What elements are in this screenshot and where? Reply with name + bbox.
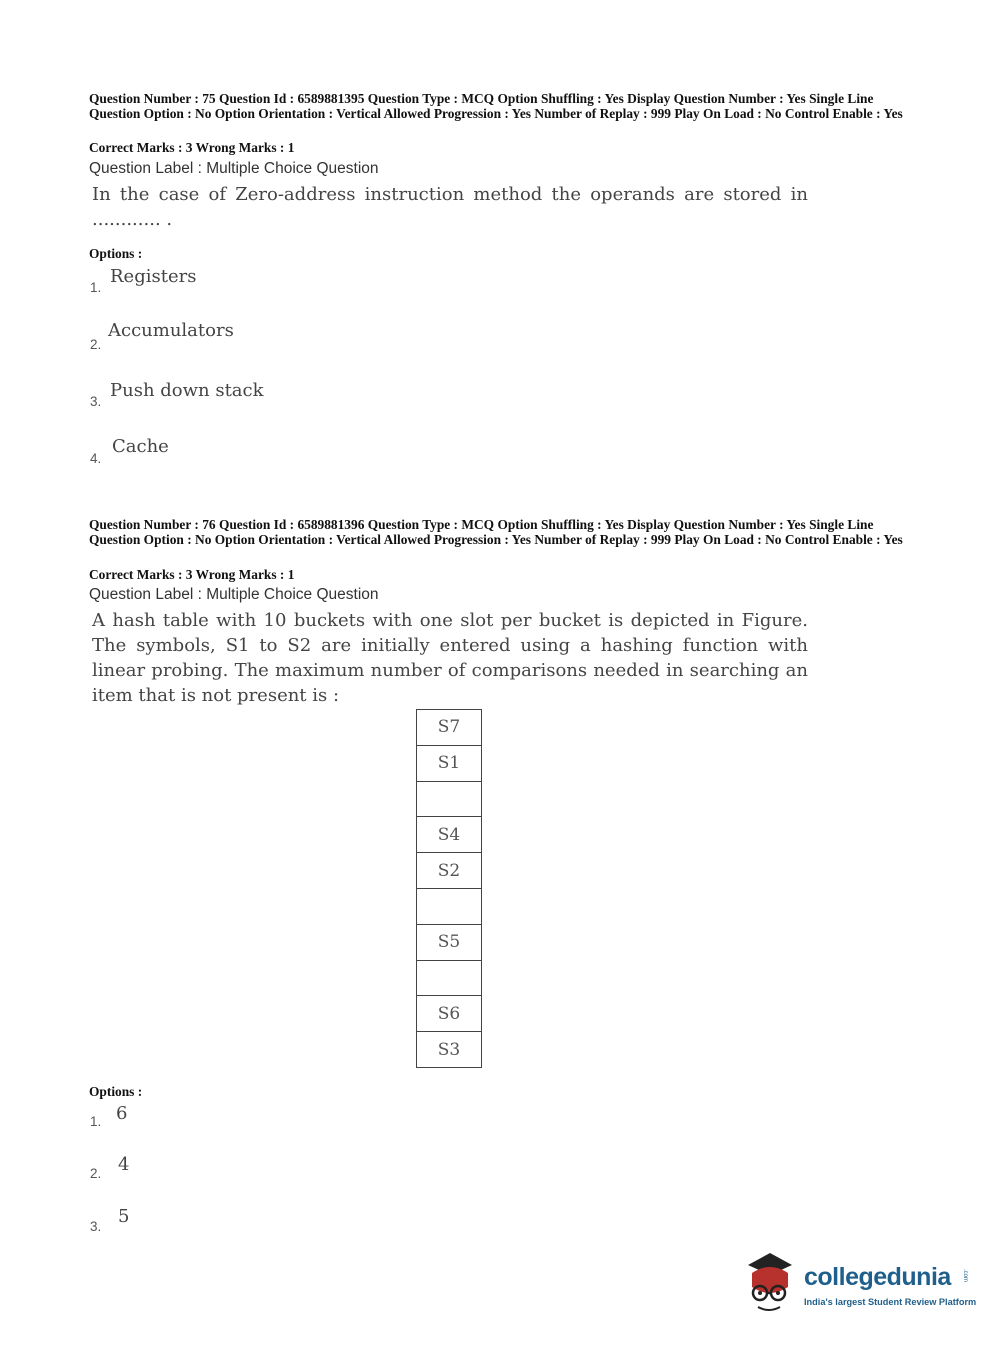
q76-marks: Correct Marks : 3 Wrong Marks : 1 — [89, 567, 295, 582]
q75-option-1-number: 1. — [90, 280, 102, 295]
q76-option-3[interactable]: 5 — [118, 1206, 130, 1227]
q75-option-2-number: 2. — [90, 337, 102, 352]
q76-option-3-number: 3. — [90, 1219, 102, 1234]
q75-options-title: Options : — [89, 246, 143, 261]
logo-tagline: India's largest Student Review Platform — [804, 1297, 977, 1307]
hash-bucket-4: S2 — [417, 853, 481, 889]
logo-wordmark: collegedunia — [804, 1263, 951, 1291]
hash-bucket-0: S7 — [417, 710, 481, 746]
hash-bucket-6: S5 — [417, 925, 481, 961]
collegedunia-logo — [740, 1247, 977, 1322]
q76-option-1-number: 1. — [90, 1114, 102, 1129]
q75-option-3[interactable]: Push down stack — [110, 380, 264, 401]
hash-bucket-5 — [417, 889, 481, 925]
q76-option-1[interactable]: 6 — [116, 1103, 128, 1124]
hash-bucket-9: S3 — [417, 1032, 481, 1068]
q75-option-4-number: 4. — [90, 451, 102, 466]
q75-label: Question Label : Multiple Choice Question — [89, 160, 379, 177]
q76-meta: Question Number : 76 Question Id : 6589881396 Question Type : MCQ Option Shuffling : Yes Display Question Number : Yes Single Line Question Option : No Option Orientation : Vertical Allowed Progression : Yes Number of Replay : 999 Play On Load : No Control Enable : Yes — [89, 517, 903, 547]
hash-bucket-2 — [417, 782, 481, 818]
q75-option-3-number: 3. — [90, 394, 102, 409]
mascot-icon — [740, 1247, 802, 1319]
q76-options-title: Options : — [89, 1084, 143, 1099]
q76-question-text: A hash table with 10 buckets with one slot per bucket is depicted in Figure. The symbols, S1 to S2 are initially entered using a hashing function with linear probing. The maximum number of comparisons needed in searching an item that is not present is : — [92, 610, 808, 706]
q75-option-4[interactable]: Cache — [112, 436, 169, 457]
q75-marks: Correct Marks : 3 Wrong Marks : 1 — [89, 140, 295, 155]
q76-option-2-number: 2. — [90, 1166, 102, 1181]
q75-option-1[interactable]: Registers — [110, 266, 197, 287]
q75-question-text: In the case of Zero-address instruction method the operands are stored in ............ . — [92, 184, 808, 230]
hash-table-figure — [416, 709, 482, 1068]
q75-meta: Question Number : 75 Question Id : 6589881395 Question Type : MCQ Option Shuffling : Yes Display Question Number : Yes Single Line Question Option : No Option Orientation : Vertical Allowed Progression : Yes Number of Replay : 999 Play On Load : No Control Enable : Yes — [89, 91, 903, 121]
hash-bucket-7 — [417, 961, 481, 997]
q75-option-2[interactable]: Accumulators — [108, 320, 234, 341]
q76-option-2[interactable]: 4 — [118, 1154, 130, 1175]
q76-label: Question Label : Multiple Choice Question — [89, 586, 379, 603]
hash-bucket-1: S1 — [417, 746, 481, 782]
logo-domain-suffix: .com — [962, 1269, 968, 1283]
hash-bucket-8: S6 — [417, 996, 481, 1032]
hash-bucket-3: S4 — [417, 817, 481, 853]
